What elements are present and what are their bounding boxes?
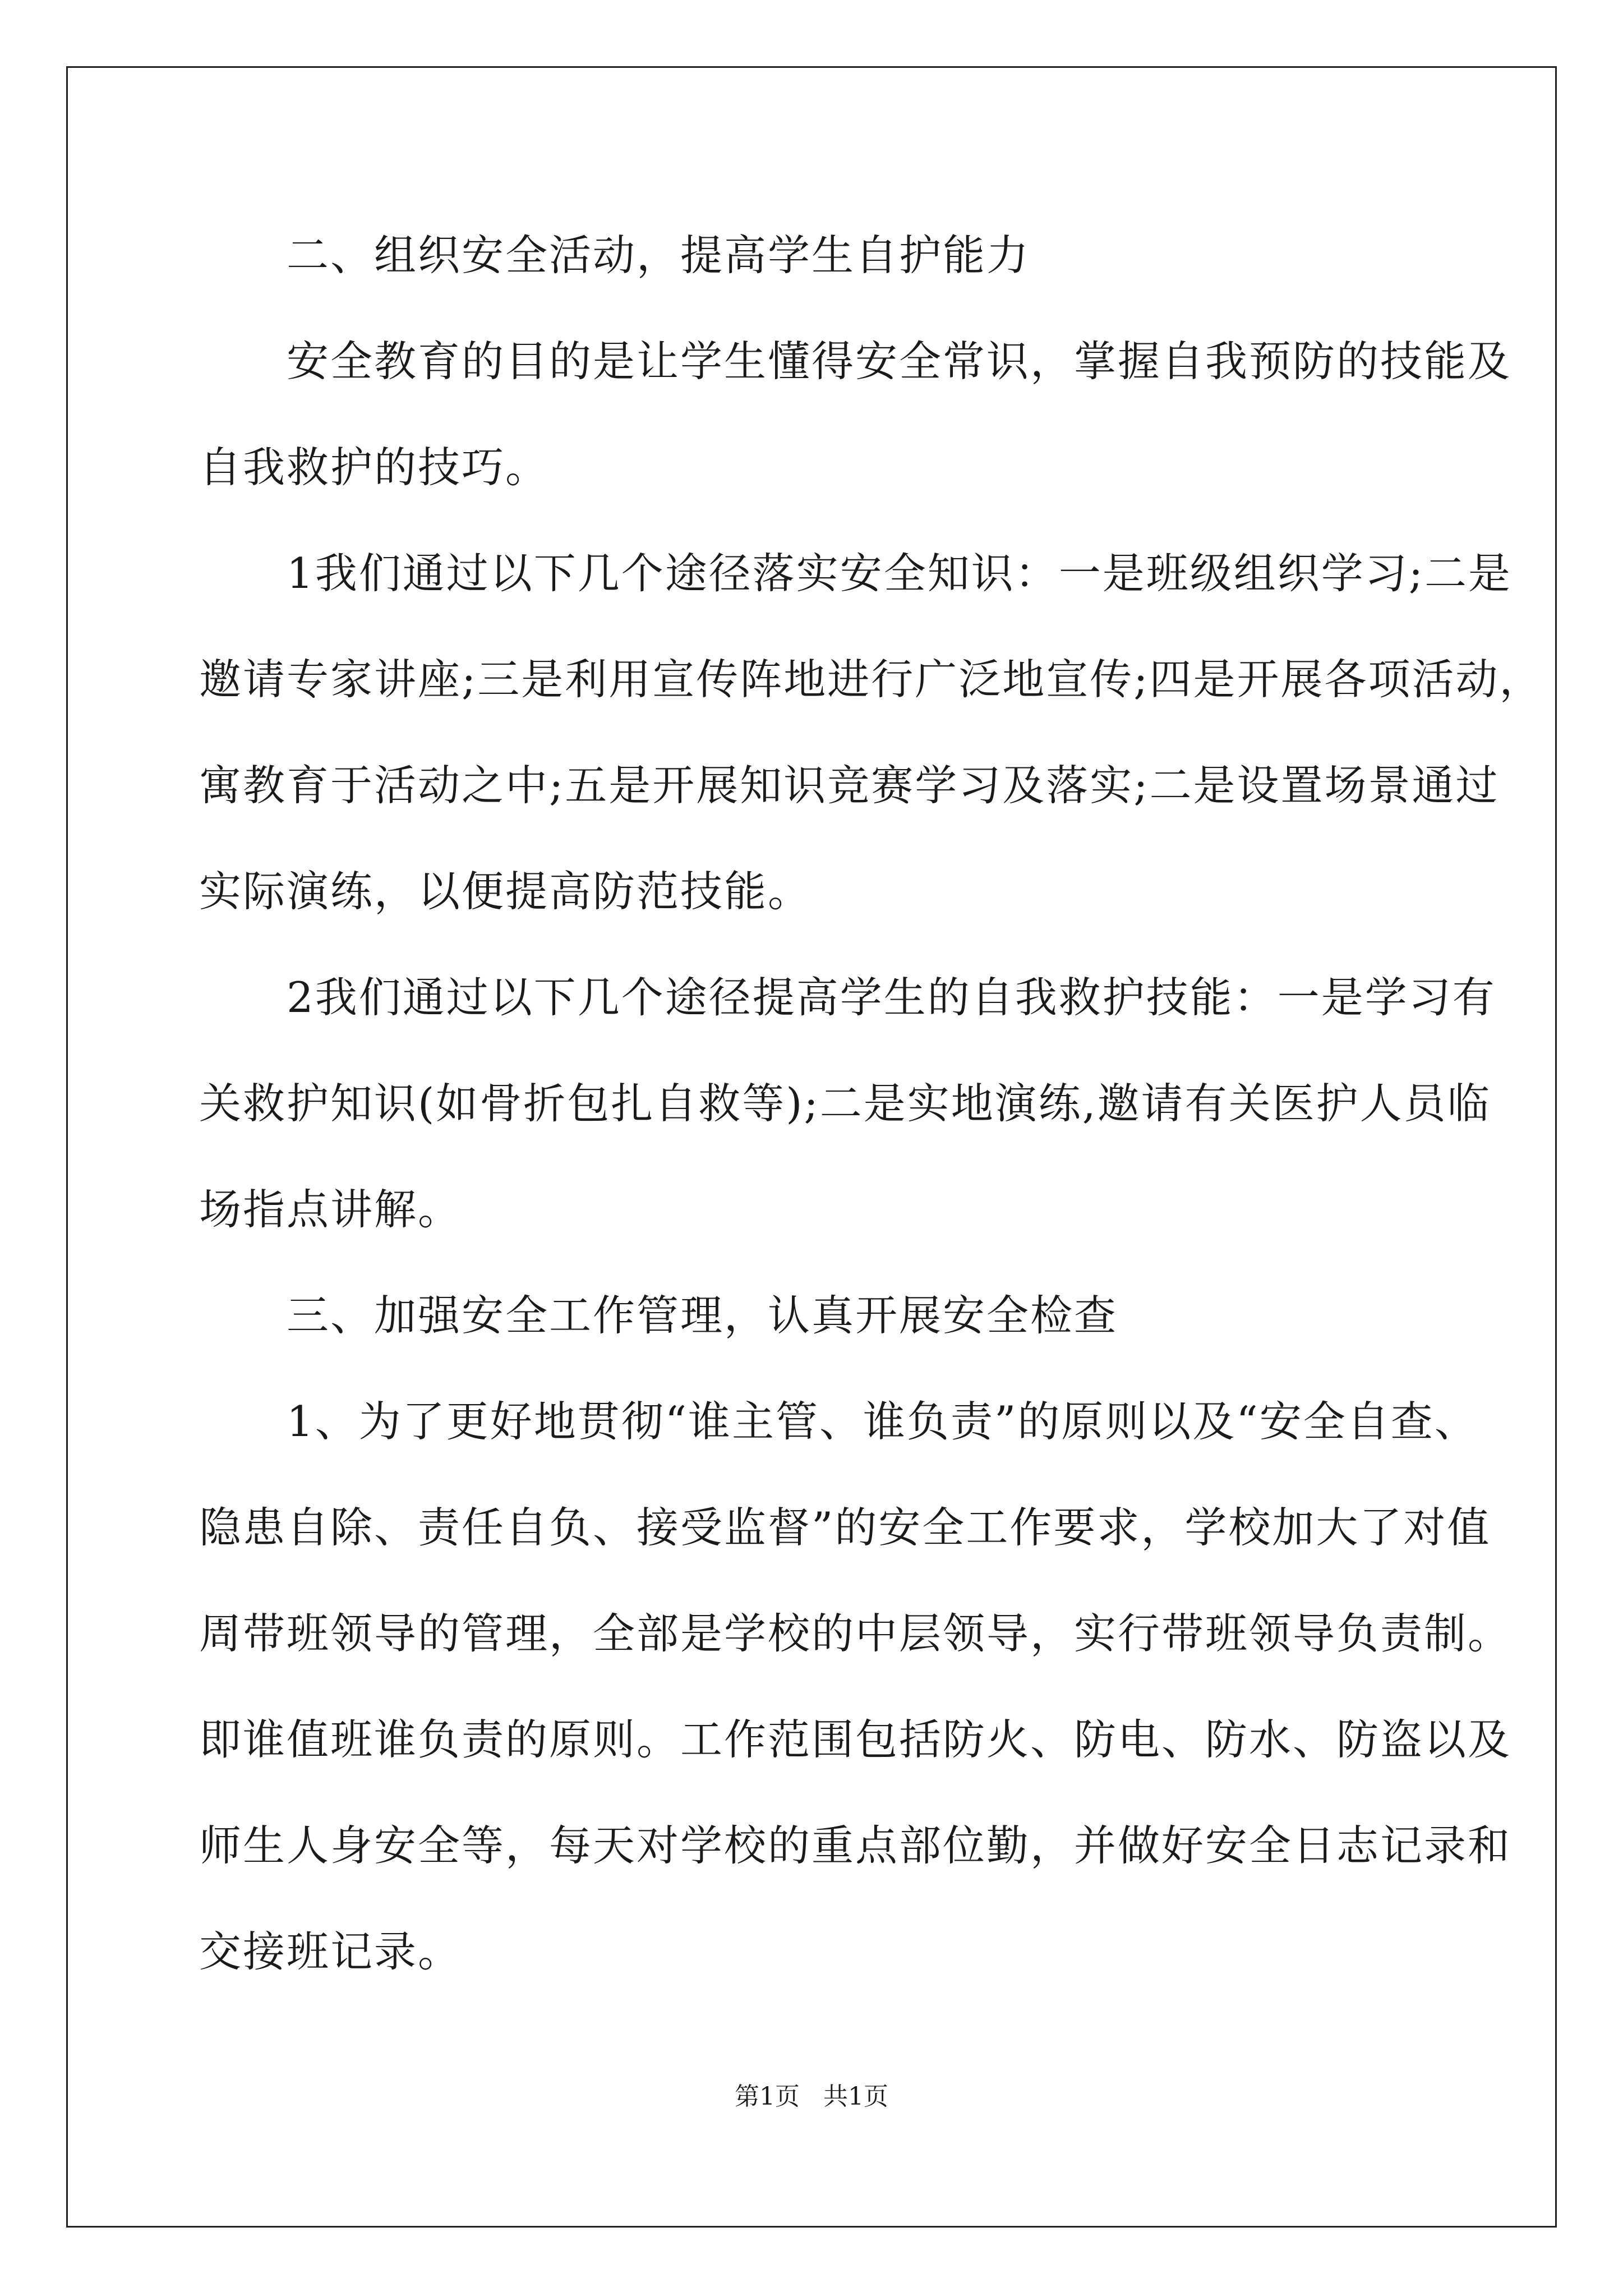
paragraph-line: 关救护知识(如骨折包扎自救等);二是实地演练,邀请有关医护人员临 bbox=[199, 1079, 1491, 1128]
paragraph-line: 隐患自除、责任自负、接受监督”的安全工作要求，学校加大了对值 bbox=[199, 1503, 1491, 1552]
paragraph-line: 场指点讲解。 bbox=[199, 1185, 462, 1234]
paragraph-line: 实际演练，以便提高防范技能。 bbox=[199, 867, 812, 916]
paragraph-line: 即谁值班谁负责的原则。工作范围包括防火、防电、防水、防盗以及 bbox=[199, 1715, 1512, 1764]
paragraph-line: 安全教育的目的是让学生懂得安全常识，掌握自我预防的技能及 bbox=[199, 337, 1512, 386]
page-border bbox=[66, 66, 1557, 2228]
paragraph-line: 2我们通过以下几个途径提高学生的自我救护技能：一是学习有 bbox=[199, 973, 1496, 1022]
paragraph-line: 师生人身安全等，每天对学校的重点部位勤，并做好安全日志记录和 bbox=[199, 1821, 1512, 1870]
section-heading-3: 三、加强安全工作管理，认真开展安全检查 bbox=[199, 1291, 1118, 1340]
paragraph-line: 寓教育于活动之中;五是开展知识竞赛学习及落实;二是设置场景通过 bbox=[199, 761, 1500, 810]
section-heading-2: 二、组织安全活动，提高学生自护能力 bbox=[199, 231, 1031, 280]
page-footer: 第1页 共1页 bbox=[735, 2082, 888, 2111]
paragraph-line: 周带班领导的管理，全部是学校的中层领导，实行带班领导负责制。 bbox=[199, 1609, 1512, 1658]
paragraph-line: 1我们通过以下几个途径落实安全知识：一是班级组织学习;二是 bbox=[199, 549, 1512, 598]
paragraph-line: 邀请专家讲座;三是利用宣传阵地进行广泛地宣传;四是开展各项活动， bbox=[199, 655, 1543, 704]
paragraph-line: 交接班记录。 bbox=[199, 1927, 462, 1976]
paragraph-line: 自我救护的技巧。 bbox=[199, 443, 550, 492]
paragraph-line: 1、为了更好地贯彻“谁主管、谁负责”的原则以及“安全自查、 bbox=[199, 1397, 1478, 1446]
